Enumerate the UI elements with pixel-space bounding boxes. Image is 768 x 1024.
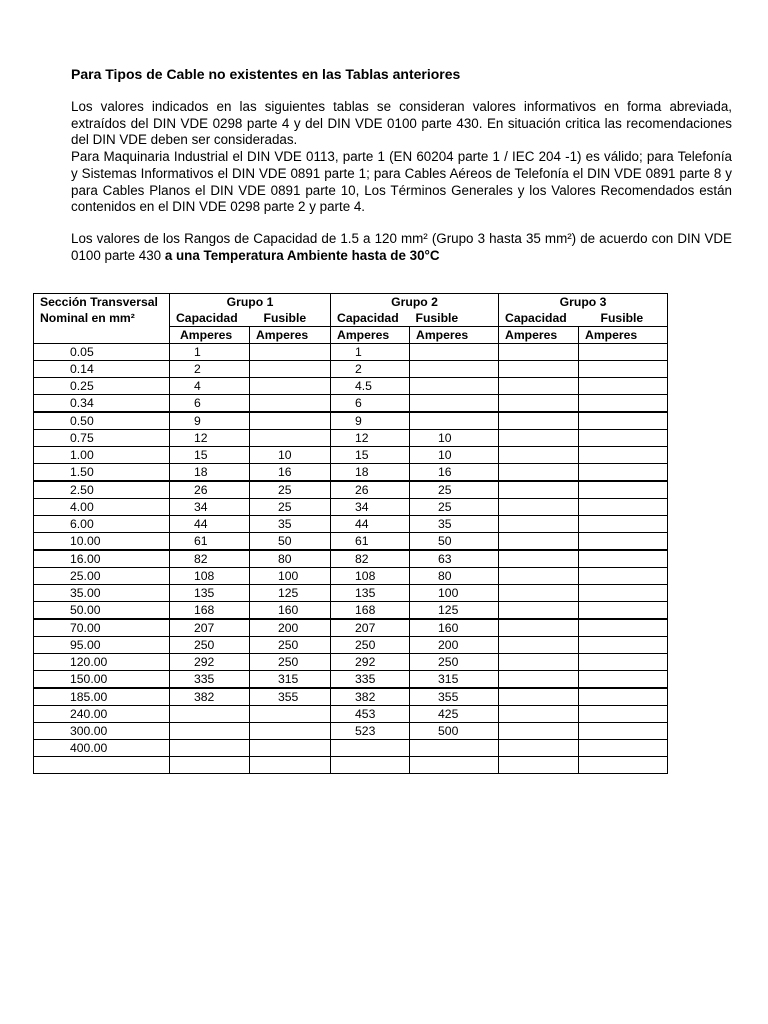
cell-g1-capacidad: 34 (170, 499, 250, 516)
table-row (34, 395, 668, 413)
cell-g2-capacidad: 250 (331, 637, 410, 654)
cell-g2-capacidad: 168 (331, 602, 410, 620)
cell-g3-capacidad (499, 671, 579, 689)
cell-section: 4.00 (34, 499, 170, 516)
cell-g1-fusible (250, 344, 331, 361)
cell-g3-fusible (579, 481, 668, 499)
cell-g3-fusible (579, 706, 668, 723)
cell-g3-fusible (579, 378, 668, 395)
cell-g3-fusible (579, 688, 668, 706)
cell-g2-capacidad: 44 (331, 516, 410, 533)
cell-g3-capacidad (499, 740, 579, 757)
cell-section: 95.00 (34, 637, 170, 654)
header-g3-fusible: Fusible (579, 310, 668, 327)
cell-g3-capacidad (499, 619, 579, 637)
cell-g2-fusible: 16 (410, 464, 499, 482)
table-row (34, 464, 668, 482)
range-text-bold: a una Temperatura Ambiente hasta de 30°C (164, 247, 440, 263)
cell-g3-fusible (579, 430, 668, 447)
table-row (34, 447, 668, 464)
cell-g3-fusible (579, 654, 668, 671)
cell-g2-fusible: 355 (410, 688, 499, 706)
table-row (34, 516, 668, 533)
cell-g1-capacidad: 61 (170, 533, 250, 551)
cell-section: 50.00 (34, 602, 170, 620)
cell-section: 0.50 (34, 412, 170, 430)
cell-g2-capacidad: 9 (331, 412, 410, 430)
cell-g2-capacidad: 34 (331, 499, 410, 516)
table-row (34, 568, 668, 585)
cell-g2-fusible: 35 (410, 516, 499, 533)
cell-g1-fusible: 355 (250, 688, 331, 706)
header-g1-amperes-cap: Amperes (170, 327, 250, 344)
cell-g3-fusible (579, 412, 668, 430)
cell-g3-capacidad (499, 688, 579, 706)
cell-g3-fusible (579, 516, 668, 533)
cell-section: 16.00 (34, 550, 170, 568)
cell-g2-capacidad: 6 (331, 395, 410, 413)
header-g1-amperes-fus: Amperes (250, 327, 331, 344)
cell-g3-capacidad (499, 533, 579, 551)
header-g1-fusible: Fusible (250, 310, 331, 327)
table-row (34, 706, 668, 723)
cell-g2-fusible: 200 (410, 637, 499, 654)
table-row (34, 481, 668, 499)
cell-g2-capacidad (331, 757, 410, 774)
cell-g3-capacidad (499, 430, 579, 447)
cell-section: 0.14 (34, 361, 170, 378)
cell-section: 0.05 (34, 344, 170, 361)
table-row (34, 740, 668, 757)
cell-g3-fusible (579, 757, 668, 774)
cell-g3-fusible (579, 395, 668, 413)
cell-g2-capacidad: 292 (331, 654, 410, 671)
cell-g2-fusible: 10 (410, 447, 499, 464)
cell-g1-fusible (250, 706, 331, 723)
cell-g2-capacidad: 18 (331, 464, 410, 482)
cell-g2-capacidad: 15 (331, 447, 410, 464)
cell-g3-capacidad (499, 464, 579, 482)
header-g3-capacidad: Capacidad (499, 310, 579, 327)
table-row (34, 688, 668, 706)
table-row (34, 344, 668, 361)
cell-g2-fusible: 10 (410, 430, 499, 447)
cell-g1-capacidad (170, 706, 250, 723)
cell-section: 0.25 (34, 378, 170, 395)
cell-g3-capacidad (499, 550, 579, 568)
cell-g1-capacidad: 4 (170, 378, 250, 395)
range-paragraph (71, 231, 732, 264)
cell-g2-fusible: 80 (410, 568, 499, 585)
cell-g3-fusible (579, 637, 668, 654)
cell-g1-fusible: 250 (250, 654, 331, 671)
cell-g2-capacidad: 12 (331, 430, 410, 447)
cell-g1-fusible (250, 395, 331, 413)
cell-g1-capacidad (170, 740, 250, 757)
cell-g2-capacidad: 523 (331, 723, 410, 740)
cell-g1-capacidad: 108 (170, 568, 250, 585)
table-row (34, 637, 668, 654)
header-group3: Grupo 3 (499, 294, 668, 311)
cell-g2-fusible: 125 (410, 602, 499, 620)
cell-g1-fusible (250, 361, 331, 378)
cell-g2-capacidad (331, 740, 410, 757)
cell-g3-capacidad (499, 361, 579, 378)
cell-g2-fusible: 25 (410, 481, 499, 499)
cell-g3-capacidad (499, 568, 579, 585)
table-row (34, 499, 668, 516)
cell-section: 70.00 (34, 619, 170, 637)
cell-g2-capacidad: 207 (331, 619, 410, 637)
cell-g1-capacidad: 6 (170, 395, 250, 413)
cell-g2-capacidad: 2 (331, 361, 410, 378)
cell-section: 1.00 (34, 447, 170, 464)
cell-g1-fusible: 80 (250, 550, 331, 568)
cell-g2-capacidad: 135 (331, 585, 410, 602)
table-row (34, 619, 668, 637)
cell-g3-capacidad (499, 481, 579, 499)
cell-g3-capacidad (499, 499, 579, 516)
cell-section (34, 757, 170, 774)
page-title: Para Tipos de Cable no existentes en las Tablas anteriores (71, 66, 461, 82)
header-g3-amperes-cap: Amperes (499, 327, 579, 344)
cell-g1-fusible: 125 (250, 585, 331, 602)
cell-g1-capacidad (170, 723, 250, 740)
cell-g3-capacidad (499, 447, 579, 464)
cell-g3-fusible (579, 740, 668, 757)
cell-g1-fusible: 100 (250, 568, 331, 585)
cell-section: 240.00 (34, 706, 170, 723)
cell-g3-capacidad (499, 706, 579, 723)
cell-g3-fusible (579, 723, 668, 740)
cell-g2-capacidad: 335 (331, 671, 410, 689)
cell-g3-capacidad (499, 757, 579, 774)
cell-g2-fusible: 100 (410, 585, 499, 602)
cell-g2-fusible (410, 740, 499, 757)
cell-section: 0.34 (34, 395, 170, 413)
cell-g1-fusible (250, 757, 331, 774)
cell-g1-capacidad: 382 (170, 688, 250, 706)
cell-section: 0.75 (34, 430, 170, 447)
cell-section: 35.00 (34, 585, 170, 602)
table-row (34, 550, 668, 568)
table-row (34, 378, 668, 395)
intro-text-2: Para Maquinaria Industrial el DIN VDE 0113, parte 1 (EN 60204 parte 1 / IEC 204 -1) es válido; para Telefonía y Sistemas Informativos el DIN VDE 0891 parte 1; para Cables Aéreos de Telefonía el DIN VDE 0891 parte 8 y para Cables Planos el DIN VDE 0891 parte 10, Los Términos Generales y los Valores Recomendados están contenidos en el DIN VDE 0298 parte 2 y parte 4. (71, 149, 732, 215)
cell-section: 2.50 (34, 481, 170, 499)
cell-g3-capacidad (499, 516, 579, 533)
cell-g1-capacidad: 15 (170, 447, 250, 464)
cell-g2-capacidad: 82 (331, 550, 410, 568)
cell-g1-fusible: 35 (250, 516, 331, 533)
table-row (34, 585, 668, 602)
cell-g1-fusible: 25 (250, 481, 331, 499)
table-body (34, 344, 668, 774)
cell-section: 185.00 (34, 688, 170, 706)
cell-g1-capacidad: 1 (170, 344, 250, 361)
cell-g3-fusible (579, 344, 668, 361)
cell-g1-capacidad: 26 (170, 481, 250, 499)
header-g2-amperes-cap: Amperes (331, 327, 410, 344)
cell-g2-fusible: 25 (410, 499, 499, 516)
cell-g1-capacidad: 292 (170, 654, 250, 671)
header-group2: Grupo 2 (331, 294, 499, 311)
cell-g2-fusible: 315 (410, 671, 499, 689)
cell-g3-capacidad (499, 378, 579, 395)
cell-g2-capacidad: 108 (331, 568, 410, 585)
table-row (34, 757, 668, 774)
cell-g1-fusible: 160 (250, 602, 331, 620)
cell-g3-capacidad (499, 585, 579, 602)
cell-g1-capacidad: 250 (170, 637, 250, 654)
cell-g1-fusible: 250 (250, 637, 331, 654)
cell-g2-fusible (410, 378, 499, 395)
cell-g2-fusible: 500 (410, 723, 499, 740)
cell-g3-capacidad (499, 395, 579, 413)
cell-g3-fusible (579, 550, 668, 568)
cell-g2-capacidad: 1 (331, 344, 410, 361)
cell-g1-fusible: 315 (250, 671, 331, 689)
cell-g1-fusible (250, 430, 331, 447)
cell-g3-fusible (579, 361, 668, 378)
table-row (34, 361, 668, 378)
cell-g3-fusible (579, 671, 668, 689)
cell-g2-fusible: 250 (410, 654, 499, 671)
cell-g2-fusible: 63 (410, 550, 499, 568)
cell-g1-fusible: 50 (250, 533, 331, 551)
cell-g2-capacidad: 61 (331, 533, 410, 551)
capacity-table (33, 293, 668, 774)
cell-g2-fusible (410, 412, 499, 430)
cell-g1-capacidad: 12 (170, 430, 250, 447)
cell-g2-capacidad: 382 (331, 688, 410, 706)
header-section-line2: Nominal en mm² (34, 310, 170, 344)
cell-section: 25.00 (34, 568, 170, 585)
cell-section: 10.00 (34, 533, 170, 551)
cell-g3-fusible (579, 464, 668, 482)
range-text: Los valores de los Rangos de Capacidad de 1.5 a 120 mm² (Grupo 3 hasta 35 mm²) de acuerdo con DIN VDE 0100 parte 430 (71, 231, 732, 263)
cell-g3-fusible (579, 499, 668, 516)
table-row (34, 723, 668, 740)
cell-g1-capacidad: 335 (170, 671, 250, 689)
table-row (34, 671, 668, 689)
cell-g3-fusible (579, 447, 668, 464)
cell-g2-fusible (410, 757, 499, 774)
cell-section: 1.50 (34, 464, 170, 482)
cell-g2-fusible (410, 395, 499, 413)
cell-g1-capacidad: 2 (170, 361, 250, 378)
cell-g2-fusible: 160 (410, 619, 499, 637)
cell-g2-fusible: 425 (410, 706, 499, 723)
table-header (34, 294, 668, 344)
cell-g3-capacidad (499, 344, 579, 361)
cell-g3-fusible (579, 619, 668, 637)
cell-g3-fusible (579, 533, 668, 551)
cell-g1-fusible (250, 412, 331, 430)
cell-g3-capacidad (499, 637, 579, 654)
intro-text-1: Los valores indicados en las siguientes tablas se consideran valores informativos en forma abreviada, extraídos del DIN VDE 0298 parte 4 y del DIN VDE 0100 parte 430. En situación critica las recomendaciones del DIN VDE deben ser consideradas. (71, 99, 732, 148)
cell-g2-capacidad: 4.5 (331, 378, 410, 395)
header-g2-amperes-fus: Amperes (410, 327, 499, 344)
cell-g1-capacidad: 82 (170, 550, 250, 568)
header-section-line1: Sección Transversal (34, 294, 170, 311)
cell-g1-fusible: 25 (250, 499, 331, 516)
cell-g2-fusible: 50 (410, 533, 499, 551)
cell-g1-fusible (250, 723, 331, 740)
cell-g1-capacidad: 18 (170, 464, 250, 482)
cell-g2-fusible (410, 361, 499, 378)
cell-g1-capacidad: 44 (170, 516, 250, 533)
cell-g2-capacidad: 26 (331, 481, 410, 499)
intro-paragraph (71, 99, 732, 216)
header-g3-amperes-fus: Amperes (579, 327, 668, 344)
cell-section: 150.00 (34, 671, 170, 689)
cell-g3-fusible (579, 585, 668, 602)
cell-g1-fusible: 200 (250, 619, 331, 637)
cell-g1-capacidad: 9 (170, 412, 250, 430)
cell-g3-fusible (579, 602, 668, 620)
header-g1-capacidad: Capacidad (170, 310, 250, 327)
table-row (34, 533, 668, 551)
cell-g1-capacidad: 168 (170, 602, 250, 620)
cell-section: 300.00 (34, 723, 170, 740)
header-g2-fusible: Fusible (410, 310, 499, 327)
header-group1: Grupo 1 (170, 294, 331, 311)
cell-section: 120.00 (34, 654, 170, 671)
table-row (34, 412, 668, 430)
table-row (34, 654, 668, 671)
header-g2-capacidad: Capacidad (331, 310, 410, 327)
cell-g1-fusible (250, 378, 331, 395)
table-row (34, 430, 668, 447)
cell-g1-fusible (250, 740, 331, 757)
cell-g2-capacidad: 453 (331, 706, 410, 723)
cell-g1-fusible: 16 (250, 464, 331, 482)
cell-g1-capacidad: 207 (170, 619, 250, 637)
table-row (34, 602, 668, 620)
cell-g1-capacidad (170, 757, 250, 774)
cell-g1-fusible: 10 (250, 447, 331, 464)
cell-g1-capacidad: 135 (170, 585, 250, 602)
cell-g3-fusible (579, 568, 668, 585)
cell-g2-fusible (410, 344, 499, 361)
cell-g3-capacidad (499, 723, 579, 740)
cell-g3-capacidad (499, 654, 579, 671)
cell-g3-capacidad (499, 602, 579, 620)
cell-section: 400.00 (34, 740, 170, 757)
cell-section: 6.00 (34, 516, 170, 533)
cell-g3-capacidad (499, 412, 579, 430)
